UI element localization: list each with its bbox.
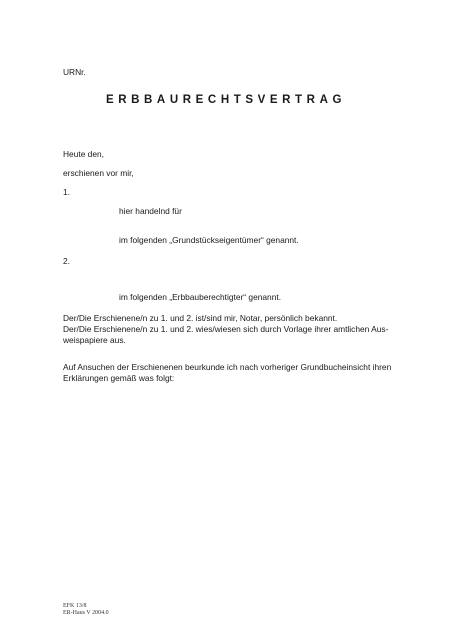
identity-papers-line2: weispapiere aus. bbox=[63, 335, 126, 345]
party1-acting: hier handelnd für bbox=[119, 206, 182, 216]
party1-designation: im folgenden „Grundstückseigentümer“ genannt. bbox=[119, 235, 299, 245]
appeared-line: erschienen vor mir, bbox=[63, 168, 134, 178]
request-line1: Auf Ansuchen der Erschienenen beurkunde ich nach vorheriger Grundbucheinsicht ihren bbox=[63, 362, 392, 372]
identity-known: Der/Die Erschienene/n zu 1. und 2. ist/sind mir, Notar, persönlich bekannt. bbox=[63, 313, 338, 323]
date-line: Heute den, bbox=[63, 149, 104, 159]
party2-designation: im folgenden „Erbbauberechtigter“ genannt. bbox=[119, 292, 282, 302]
identity-papers-line1: Der/Die Erschienene/n zu 1. und 2. wies/wiesen sich durch Vorlage ihrer amtlichen Aus- bbox=[63, 324, 389, 334]
footer-line1: EFK 13/8 bbox=[63, 603, 87, 609]
request-line2: Erklärungen gemäß was folgt: bbox=[63, 373, 175, 383]
party2-number: 2. bbox=[63, 256, 70, 266]
footer-line2: ER-Haus V 2004.0 bbox=[63, 610, 109, 616]
urnr-label: URNr. bbox=[63, 67, 86, 77]
document-title: ERBBAURECHTSVERTRAG bbox=[105, 94, 347, 106]
party1-number: 1. bbox=[63, 187, 70, 197]
